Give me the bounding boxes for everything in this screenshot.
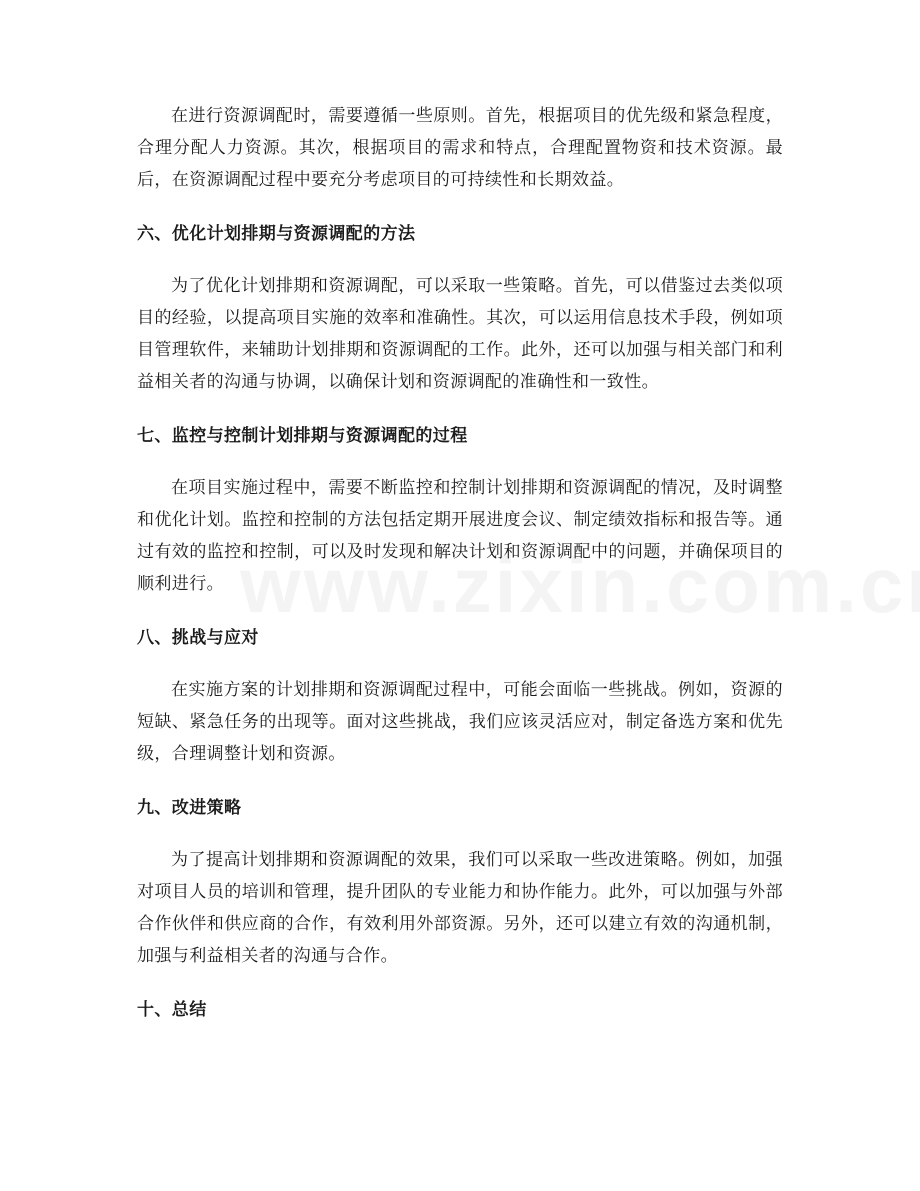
section-heading-9: 九、改进策略 bbox=[137, 798, 242, 818]
paragraph-optimization-methods: 为了优化计划排期和资源调配，可以采取一些策略。首先，可以借鉴过去类似项目的经验，以提高项目实施的效率和准确性。其次，可以运用信息技术手段，例如项目管理软件，来辅助计划排期和资源调配的工作。此外，还可以加强与相关部门和利益相关者的沟通与协调，以确保计划和资源调配的准确性和一致性。 bbox=[137, 276, 783, 392]
paragraph-monitoring-control: 在项目实施过程中，需要不断监控和控制计划排期和资源调配的情况，及时调整和优化计划。监控和控制的方法包括定期开展进度会议、制定绩效指标和报告等。通过有效的监控和控制，可以及时发现和解决计划和资源调配中的问题，并确保项目的顺利进行。 bbox=[137, 478, 783, 594]
section-heading-7: 七、监控与控制计划排期与资源调配的过程 bbox=[137, 426, 468, 446]
section-heading-10: 十、总结 bbox=[137, 1000, 207, 1020]
section-heading-8: 八、挑战与应对 bbox=[137, 628, 259, 648]
paragraph-challenges: 在实施方案的计划排期和资源调配过程中，可能会面临一些挑战。例如，资源的短缺、紧急任务的出现等。面对这些挑战，我们应该灵活应对，制定备选方案和优先级，合理调整计划和资源。 bbox=[137, 680, 783, 764]
paragraph-improvement-strategies: 为了提高计划排期和资源调配的效果，我们可以采取一些改进策略。例如，加强对项目人员的培训和管理，提升团队的专业能力和协作能力。此外，可以加强与外部合作伙伴和供应商的合作，有效利用外部资源。另外，还可以建立有效的沟通机制，加强与利益相关者的沟通与合作。 bbox=[137, 850, 783, 966]
document-body bbox=[137, 100, 783, 1026]
paragraph-resource-principles: 在进行资源调配时，需要遵循一些原则。首先，根据项目的优先级和紧急程度，合理分配人力资源。其次，根据项目的需求和特点，合理配置物资和技术资源。最后，在资源调配过程中要充分考虑项目的可持续性和长期效益。 bbox=[137, 106, 783, 190]
section-heading-6: 六、优化计划排期与资源调配的方法 bbox=[137, 224, 416, 244]
